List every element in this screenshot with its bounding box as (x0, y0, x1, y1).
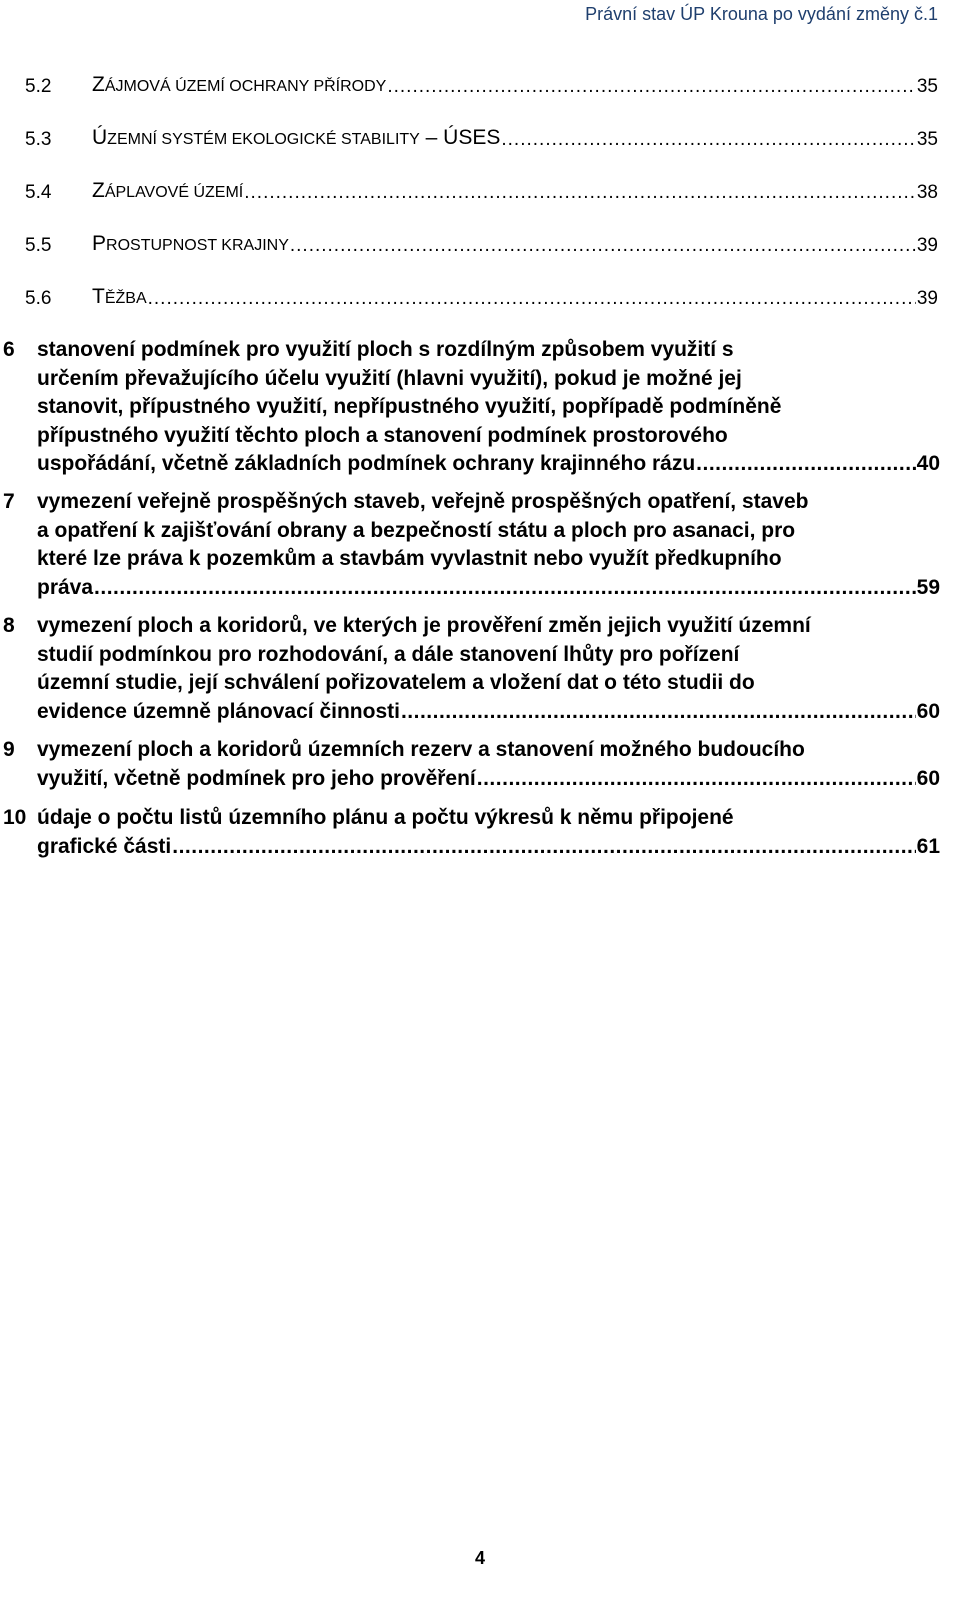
toc-title-line: využití, včetně podmínek pro jeho prověření (37, 766, 476, 790)
toc-page-number: 59 (916, 575, 940, 599)
toc-title-line: stanovení podmínek pro využití ploch s rozdílným způsobem využití s (37, 338, 734, 361)
toc-title-line: vymezení veřejně prospěšných staveb, veřejně prospěšných opatření, staveb (37, 490, 809, 513)
toc-page-number: 35 (916, 129, 938, 150)
toc-entry-5-3[interactable] (25, 121, 938, 151)
toc-entry-5-5[interactable] (25, 227, 938, 257)
toc-number: 5.3 (25, 129, 52, 150)
toc-title: ÚZEMNÍ SYSTÉM EKOLOGICKÉ STABILITY – ÚSES (92, 126, 501, 149)
running-header: Právní stav ÚP Krouna po vydání změny č.1 (585, 4, 938, 24)
toc-entry-5-4[interactable] (25, 174, 938, 204)
toc-entry-5-6[interactable] (25, 280, 938, 310)
toc-page-number: 60 (916, 699, 940, 723)
dot-leader (501, 129, 915, 151)
toc-title-line: které lze práva k pozemkům a stavbám vyvlastnit nebo využít předkupního (37, 547, 782, 570)
toc-entry-9[interactable] (0, 736, 940, 793)
toc-title-line: vymezení ploch a koridorů, ve kterých je prověření změn jejich využití územní (37, 614, 811, 637)
toc-title-line: studií podmínkou pro rozhodování, a dále stanovení lhůty pro pořízení (37, 642, 740, 666)
dot-leader (477, 765, 916, 794)
toc-number: 5.5 (25, 235, 52, 256)
dot-leader (148, 288, 916, 310)
dot-leader (401, 698, 916, 727)
page-number-footer: 4 (474, 1548, 485, 1568)
toc-title: TĚŽBA (92, 285, 147, 308)
dot-leader (290, 235, 916, 257)
toc-title-line: a opatření k zajišťování obrany a bezpečností státu a ploch pro asanaci, pro (37, 518, 796, 542)
toc-title-line: stanovit, přípustného využití, nepřípustného využití, popřípadě podmíněně (37, 395, 782, 418)
toc-entry-10[interactable] (0, 804, 940, 861)
toc-number: 9 (3, 738, 15, 761)
toc-title: ZÁJMOVÁ ÚZEMÍ OCHRANY PŘÍRODY (92, 73, 387, 96)
toc-page-number: 39 (916, 288, 938, 309)
toc-number: 7 (3, 490, 15, 513)
toc-page-number: 40 (916, 452, 940, 475)
toc-number: 5.4 (25, 182, 52, 203)
dot-leader (387, 76, 916, 98)
toc-title-line: údaje o počtu listů územního plánu a počtu výkresů k němu připojené (37, 806, 734, 829)
toc-entry-8[interactable] (0, 612, 940, 726)
toc-number: 5.6 (25, 288, 52, 309)
toc-title: PROSTUPNOST KRAJINY (92, 232, 289, 255)
toc-title-line: územní studie, její schválení pořizovatelem a vložení dat o této studii do (37, 671, 755, 694)
toc-entry-7[interactable] (0, 488, 940, 602)
toc-number: 5.2 (25, 76, 52, 97)
toc-title-line: určením převažujícího účelu využití (hlavni využití), pokud je možné jej (37, 366, 742, 390)
dot-leader (244, 182, 916, 204)
toc-title-line: práva (37, 575, 94, 599)
toc-page-number: 39 (916, 235, 938, 256)
dot-leader (94, 574, 916, 603)
toc-entry-6[interactable] (0, 336, 940, 479)
toc-page-number: 38 (916, 182, 938, 203)
toc-title: ZÁPLAVOVÉ ÚZEMÍ (92, 179, 244, 202)
toc-page-number: 60 (916, 766, 940, 790)
toc-title-line: grafické části (37, 834, 172, 858)
toc-number: 10 (3, 806, 27, 829)
dot-leader (696, 450, 915, 479)
toc-page-number: 35 (916, 76, 938, 97)
toc-title-line: vymezení ploch a koridorů územních rezerv a stanovení možného budoucího (37, 738, 805, 761)
toc-number: 6 (3, 338, 15, 361)
dot-leader (172, 833, 915, 862)
toc-title-line: evidence územně plánovací činnosti (37, 699, 400, 723)
toc-number: 8 (3, 614, 15, 637)
toc-page-number: 61 (916, 834, 940, 858)
toc-title-line: přípustného využití těchto ploch a stanovení podmínek prostorového (37, 423, 728, 447)
toc-entry-5-2[interactable] (25, 68, 938, 98)
toc-title-line: uspořádání, včetně základních podmínek ochrany krajinného rázu (37, 452, 696, 475)
